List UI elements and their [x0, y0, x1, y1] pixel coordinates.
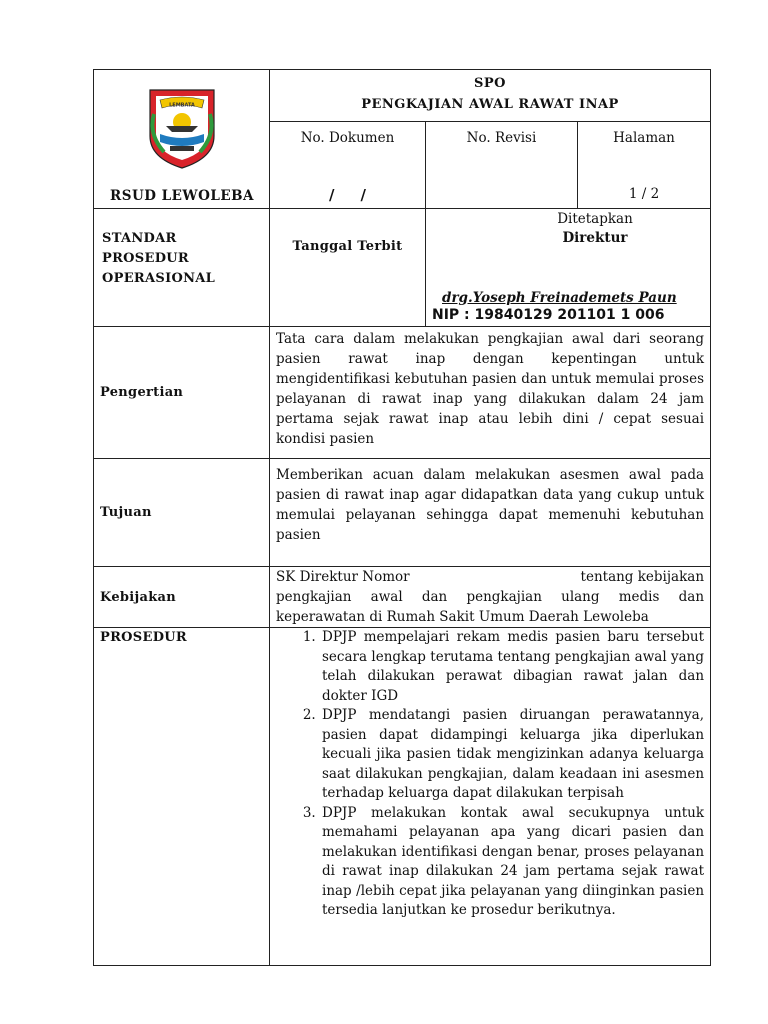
pengertian-label-cell [94, 327, 270, 459]
kebijakan-label: Kebijakan [100, 589, 177, 605]
signer-name: drg.Yoseph Freinademets Paun [442, 290, 677, 306]
logo-banner-text: LEMBATA [169, 102, 195, 109]
prosedur-step: 3. DPJP melakukan kontak awal secukupnya untuk memahami pelayanan apa yang dicari pasien dan melakukan identifikasi dengan benar, proses pelayanan di rawat inap dilakukan 24 jam pertama sejak rawat inap /lebih cepat jika pelayanan yang diinginkan pasien tersedia lanjutkan ke prosedur berikutnya. [320, 804, 704, 921]
spo-table [93, 69, 711, 966]
pengertian-text: Tata cara dalam melakukan pengkajian awal dari seorang pasien rawat inap dengan kepentingan untuk mengidentifikasi kebutuhan pasien dan untuk memulai proses pelayanan di rawat inap yang dilakukan dalam 24 jam pertama sejak rawat inap atau lebih dini / cepat sesuai kondisi pasien [276, 331, 705, 447]
no-dokumen-cell [270, 122, 426, 209]
halaman-cell [578, 122, 711, 209]
kebijakan-text-3: pengkajian awal dan pengkajian ulang medis dan keperawatan di Rumah Sakit Umum Daerah Lewoleba [276, 589, 705, 625]
tujuan-label: Tujuan [100, 505, 152, 520]
ditetapkan-cell [426, 209, 711, 327]
spo-label-1: STANDAR [102, 231, 177, 246]
hospital-name: RSUD LEWOLEBA [110, 188, 255, 204]
kebijakan-text-cell [270, 567, 711, 628]
prosedur-list [270, 628, 710, 921]
halaman-value: 1 / 2 [628, 186, 660, 202]
tanggal-terbit-cell [270, 209, 426, 327]
no-revisi-cell [426, 122, 578, 209]
spo-label-2: PROSEDUR [102, 251, 190, 266]
prosedur-step: 2. DPJP mendatangi pasien diruangan perawatannya, pasien dapat didampingi keluarga jika diperlukan kecuali jika pasien tidak mengizinkan adanya keluarga saat dilakukan pengkajian, dalam keadaan ini asesmen terhadap keluarga dapat dilakukan terpisah [320, 706, 704, 804]
prosedur-steps-cell [270, 628, 711, 966]
tujuan-text-cell [270, 459, 711, 567]
halaman-label: Halaman [613, 130, 675, 146]
pengertian-label: Pengertian [100, 385, 184, 400]
signer-nip: NIP : 19840129 201101 1 006 [432, 307, 665, 323]
prosedur-label: PROSEDUR [100, 630, 188, 645]
prosedur-label-cell [94, 628, 270, 966]
no-dokumen-value: / / [328, 186, 367, 204]
hospital-logo-icon [146, 84, 218, 170]
tujuan-text: Memberikan acuan dalam melakukan asesmen awal pada pasien di rawat inap agar didapatkan data yang cukup untuk memulai pelayanan sehingga dapat memenuhi kebutuhan pasien [276, 467, 705, 543]
tanggal-terbit-label: Tanggal Terbit [292, 239, 403, 254]
spo-label-cell [94, 209, 270, 327]
kebijakan-label-cell [94, 567, 270, 628]
doc-type: SPO [474, 76, 507, 91]
pengertian-text-cell [270, 327, 711, 459]
title-cell [270, 70, 711, 122]
direktur-label: Direktur [562, 230, 628, 246]
ditetapkan-label: Ditetapkan [557, 211, 633, 227]
no-dokumen-label: No. Dokumen [300, 130, 395, 146]
kebijakan-text-2: tentang kebijakan [580, 569, 705, 585]
kebijakan-text-1: SK Direktur Nomor [276, 569, 410, 585]
no-revisi-label: No. Revisi [466, 130, 537, 146]
prosedur-step: 1. DPJP mempelajari rekam medis pasien baru tersebut secara lengkap terutama tentang pengkajian awal yang telah dilakukan perawat dibagian rawat jalan dan dokter IGD [320, 628, 704, 706]
tujuan-label-cell [94, 459, 270, 567]
hospital-logo-cell [94, 70, 270, 209]
spo-label-3: OPERASIONAL [102, 271, 216, 286]
doc-title: PENGKAJIAN AWAL RAWAT INAP [361, 97, 619, 112]
